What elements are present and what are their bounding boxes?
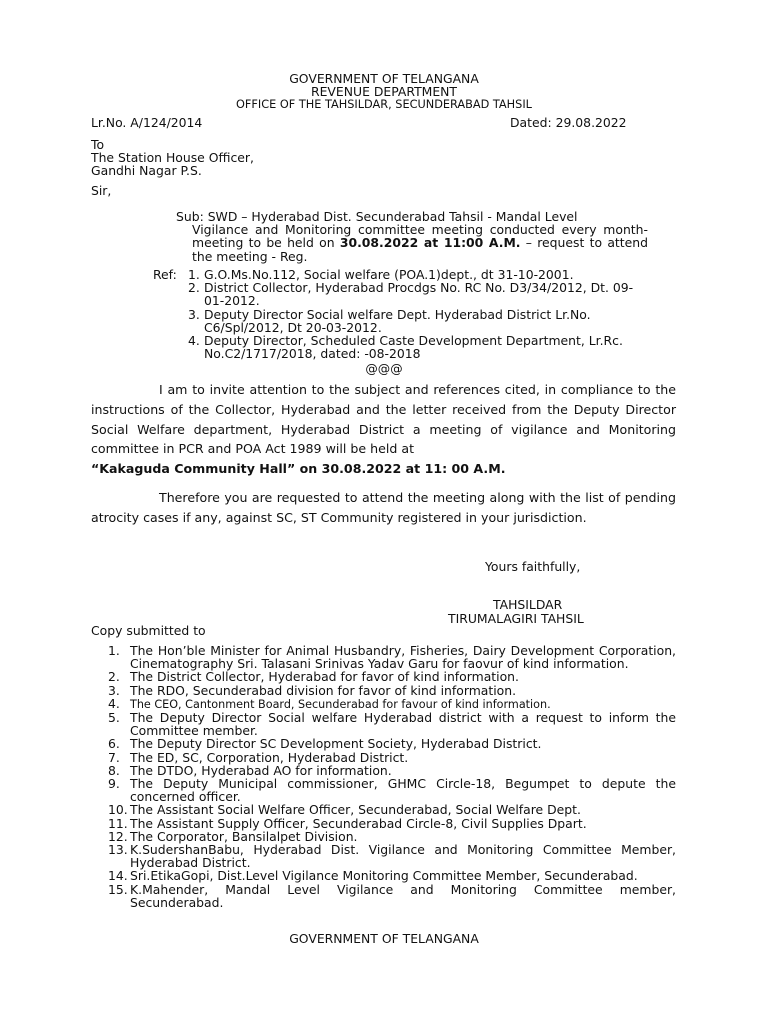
list-item: 12. The Corporator, Bansilalpet Division. [108, 828, 358, 844]
list-item: 6. The Deputy Director SC Development Society, Hyderabad District. [108, 736, 542, 752]
to-label: To [91, 137, 105, 152]
header-office: OFFICE OF THE TAHSILDAR, SECUNDERABAD TAHSIL [236, 98, 532, 111]
copy-submitted-title: Copy submitted to [91, 623, 206, 638]
paragraph-2-text: Therefore you are requested to attend the meeting along with the list of pending atrocity cases if any, against SC, ST Community registered in your jurisdiction. [91, 490, 676, 525]
list-item: 8. The DTDO, Hyderabad AO for information. [108, 762, 392, 778]
header-government: GOVERNMENT OF TELANGANA [289, 71, 479, 86]
list-item: 7. The ED, SC, Corporation, Hyderabad District. [108, 749, 409, 765]
list-item: 2. The District Collector, Hyderabad for favor of kind information. [108, 669, 519, 685]
subject-line-1: Sub: SWD – Hyderabad Dist. Secunderabad Tahsil - Mandal Level [176, 209, 578, 224]
subject-meeting-datetime: 30.08.2022 at 11:00 A.M. [339, 235, 521, 251]
signatory-office: TIRUMALAGIRI TAHSIL [448, 611, 584, 626]
list-item: 13. K.SudershanBabu, Hyderabad Dist. Vigilance and Monitoring Committee Member, Hyderabad District. [108, 842, 676, 871]
header-department: REVENUE DEPARTMENT [310, 84, 457, 99]
addressee-line-1: The Station House Officer, [91, 150, 254, 165]
addressee-block [91, 138, 254, 177]
copy-recipients-list [108, 644, 676, 909]
letter-date: Dated: 29.08.2022 [510, 115, 627, 130]
addressee-line-2: Gandhi Nagar P.S. [91, 163, 202, 178]
footer-government: GOVERNMENT OF TELANGANA [289, 931, 479, 946]
subject-block [176, 210, 648, 263]
references-label: Ref: [153, 267, 177, 282]
closing: Yours faithfully, [485, 559, 581, 574]
reference-item: 4. Deputy Director, Scheduled Caste Development Department, Lr.Rc. No.C2/1717/2018, dated: -08-2018 [188, 333, 623, 362]
reference-item: 1. G.O.Ms.No.112, Social welfare (POA.1)dept., dt 31-10-2001. [188, 267, 574, 282]
body-paragraph-1 [91, 380, 676, 479]
separator-marks: @@@ [365, 361, 403, 376]
subject-text: Vigilance and Monitoring committee meeting conducted every month- meeting to be held on [192, 222, 648, 251]
list-item: 3. The RDO, Secunderabad division for favor of kind information. [108, 682, 517, 698]
list-item: 4. The CEO, Cantonment Board, Secunderabad for favour of kind information. [108, 695, 551, 711]
letter-ref-number: Lr.No. A/124/2014 [91, 115, 203, 130]
list-item: 14. Sri.EtikaGopi, Dist.Level Vigilance Monitoring Committee Member, Secunderabad. [108, 868, 638, 884]
list-item: 9. The Deputy Municipal commissioner, GHMC Circle-18, Begumpet to depute the concerned officer. [108, 776, 676, 805]
subject-tail: – request to attend the meeting - Reg. [192, 235, 648, 264]
list-item: 1. The Hon’ble Minister for Animal Husbandry, Fisheries, Dairy Development Corporation, Cinematography Sri. Talasani Srinivas Yadav Garu for faovur of kind information. [108, 643, 676, 672]
references-list [188, 268, 648, 360]
subject-rest [176, 223, 648, 263]
salutation: Sir, [91, 183, 112, 198]
meeting-venue-datetime: “Kakaguda Community Hall” on 30.08.2022 at 11: 00 A.M. [91, 461, 506, 477]
paragraph-1-text: I am to invite attention to the subject and references cited, in compliance to the instructions of the Collector, Hyderabad and the letter received from the Deputy Director Social Welfare department, Hyderabad District a meeting of vigilance and Monitoring committee in PCR and POA Act 1989 will be held at [91, 382, 676, 457]
reference-item: 3. Deputy Director Social welfare Dept. Hyderabad District Lr.No. C6/Spl/2012, Dt 20-03-2012. [188, 306, 591, 335]
list-item: 11. The Assistant Supply Officer, Secunderabad Circle-8, Civil Supplies Dpart. [108, 815, 587, 831]
list-item: 15. K.Mahender, Mandal Level Vigilance and Monitoring Committee member, Secunderabad. [108, 881, 676, 910]
list-item: 10. The Assistant Social Welfare Officer, Secunderabad, Social Welfare Dept. [108, 802, 581, 818]
list-item: 5. The Deputy Director Social welfare Hyderabad district with a request to inform the Committee member. [108, 710, 676, 739]
signatory-title: TAHSILDAR [493, 597, 563, 612]
body-paragraph-2 [91, 488, 676, 528]
reference-item: 2. District Collector, Hyderabad Procdgs No. RC No. D3/34/2012, Dt. 09-01-2012. [188, 280, 634, 309]
